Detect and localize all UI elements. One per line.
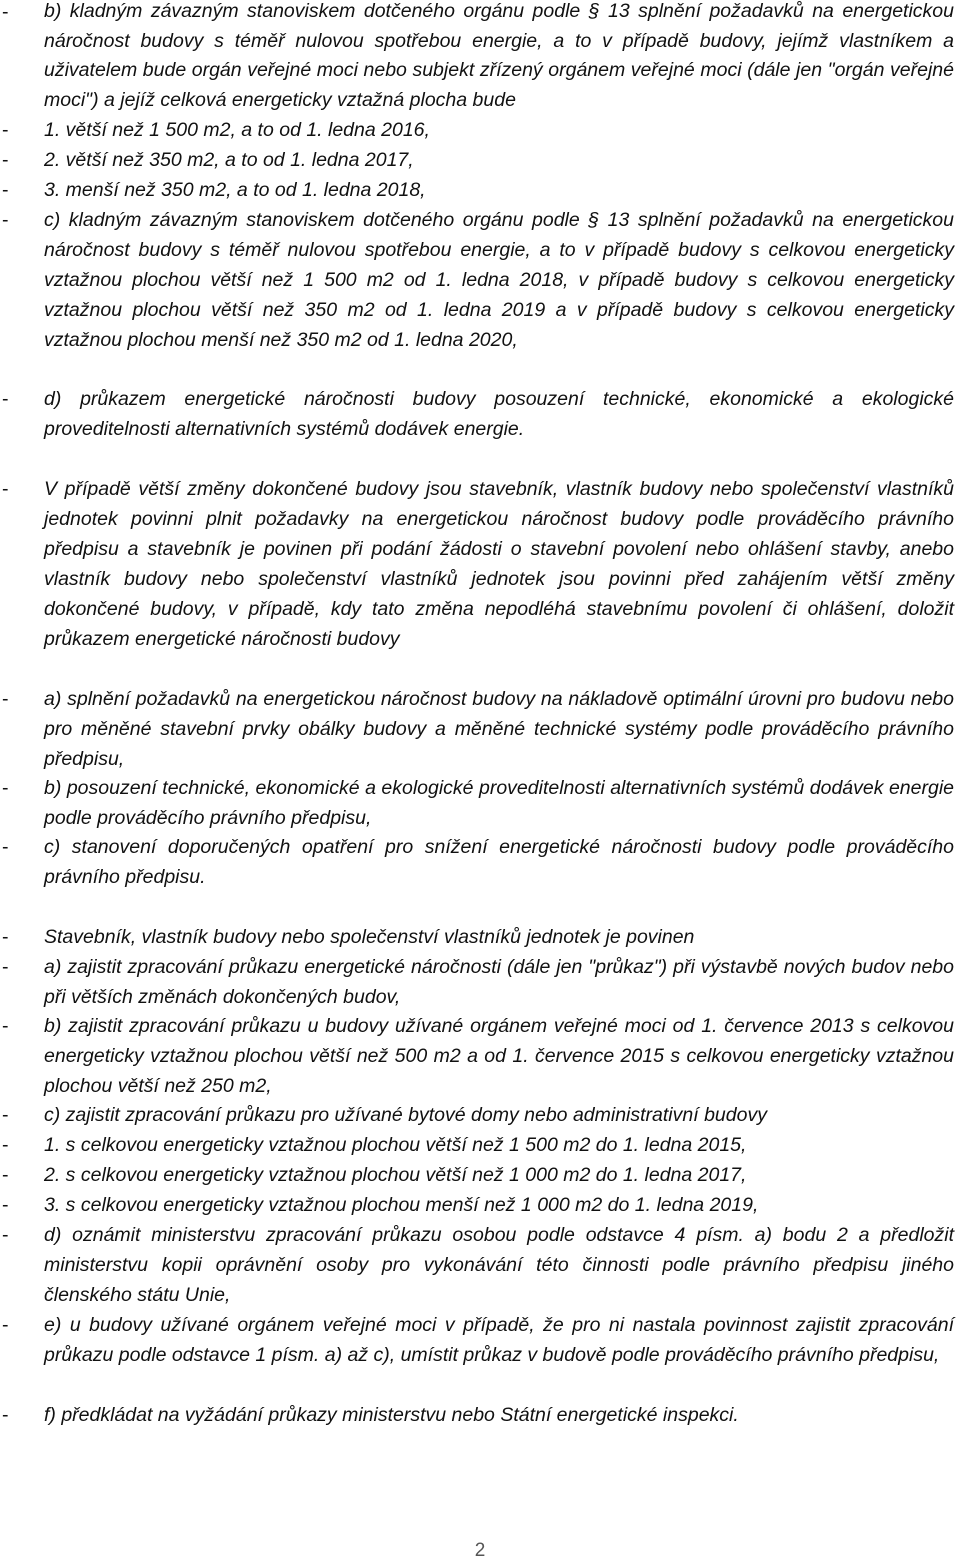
paragraph-text: b) zajistit zpracování průkazu u budovy užívané orgánem veřejné moci od 1. července 2013 s celkovou energeticky vztažnou plochou větší než 500 m2 a od 1. července 2015 s celkovou energeticky vztažnou plochou větší než 250 m2, xyxy=(44,1015,954,1097)
paragraph-text: c) zajistit zpracování průkazu pro užívané bytové domy nebo administrativní budovy xyxy=(44,1104,767,1126)
bullet-dash: - xyxy=(2,1314,9,1336)
list-item xyxy=(0,205,954,355)
bullet-dash: - xyxy=(2,956,9,978)
bullet-dash: - xyxy=(2,836,9,858)
bullet-dash: - xyxy=(2,1224,9,1246)
paragraph-text: c) stanovení doporučených opatření pro snížení energetické náročnosti budovy podle prováděcího právního předpisu. xyxy=(44,836,954,888)
list-item xyxy=(0,0,954,115)
bullet-dash: - xyxy=(2,179,9,201)
list-item xyxy=(0,1160,954,1190)
bullet-dash: - xyxy=(2,1194,9,1216)
list-item xyxy=(0,773,954,833)
bullet-dash: - xyxy=(2,1015,9,1037)
list-item xyxy=(0,1400,954,1430)
paragraph-text: b) kladným závazným stanoviskem dotčeného orgánu podle § 13 splnění požadavků na energetickou náročnost budovy s téměř nulovou spotřebou energie, a to v případě budovy, jejímž vlastníkem a uživatelem bude orgán veřejné moci nebo subjekt zřízený orgánem veřejné moci (dále jen "orgán veřejné moci") a jejíž celková energeticky vztažná plocha bude xyxy=(44,0,954,111)
bullet-dash: - xyxy=(2,1134,9,1156)
bullet-dash: - xyxy=(2,149,9,171)
list-item xyxy=(0,145,954,175)
paragraph-text: 1. větší než 1 500 m2, a to od 1. ledna 2016, xyxy=(44,119,430,141)
paragraph-text: 3. s celkovou energeticky vztažnou plochou menší než 1 000 m2 do 1. ledna 2019, xyxy=(44,1194,759,1216)
bullet-dash: - xyxy=(2,1104,9,1126)
paragraph-text: 2. s celkovou energeticky vztažnou plochou větší než 1 000 m2 do 1. ledna 2017, xyxy=(44,1164,747,1186)
bullet-dash: - xyxy=(2,478,9,500)
bullet-dash: - xyxy=(2,209,9,231)
paragraph-text: e) u budovy užívané orgánem veřejné moci v případě, že pro ni nastala povinnost zajistit zpracování průkazu podle odstavce 1 písm. a) až c), umístit průkaz v budově podle prováděcího právního předpisu, xyxy=(44,1314,954,1366)
bullet-dash: - xyxy=(2,388,9,410)
list-item xyxy=(0,384,954,444)
paragraph-text: 1. s celkovou energeticky vztažnou plochou větší než 1 500 m2 do 1. ledna 2015, xyxy=(44,1134,747,1156)
list-item xyxy=(0,952,954,1012)
bullet-dash: - xyxy=(2,1404,9,1426)
list-item xyxy=(0,1220,954,1310)
paragraph-text: V případě větší změny dokončené budovy jsou stavebník, vlastník budovy nebo společenství vlastníků jednotek povinni plnit požadavky na energetickou náročnost budovy podle prováděcího právního předpisu a stavebník je povinen při podání žádosti o stavební povolení nebo ohlášení stavby, anebo vlastník budovy nebo společenství vlastníků jednotek jsou povinni před zahájením větší změny dokončené budovy, v případě, kdy tato změna nepodléhá stavebnímu povolení či ohlášení, doložit průkazem energetické náročnosti budovy xyxy=(44,478,954,650)
paragraph-text: a) zajistit zpracování průkazu energetické náročnosti (dále jen "průkaz") při výstavbě nových budov nebo při větších změnách dokončených budov, xyxy=(44,956,954,1008)
paragraph-text: a) splnění požadavků na energetickou náročnost budovy na nákladově optimální úrovni pro budovu nebo pro měněné stavební prvky obálky budovy a měněné technické systémy podle prováděcího právního předpisu, xyxy=(44,688,954,770)
list-item xyxy=(0,1310,954,1370)
bullet-dash: - xyxy=(2,688,9,710)
bullet-dash: - xyxy=(2,777,9,799)
bullet-dash: - xyxy=(2,1164,9,1186)
paragraph-text: d) oznámit ministerstvu zpracování průkazu osobou podle odstavce 4 písm. a) bodu 2 a předložit ministerstvu kopii oprávnění osoby pro vykonávání této činnosti podle právního předpisu jiného členského státu Unie, xyxy=(44,1224,954,1306)
list-item xyxy=(0,922,954,952)
page-number: 2 xyxy=(474,1540,486,1561)
list-item xyxy=(0,1130,954,1160)
list-item xyxy=(0,175,954,205)
list-item xyxy=(0,115,954,145)
list-item xyxy=(0,832,954,892)
paragraph-text: b) posouzení technické, ekonomické a ekologické proveditelnosti alternativních systémů dodávek energie podle prováděcího právního předpisu, xyxy=(44,777,954,829)
list-item xyxy=(0,1100,954,1130)
paragraph-text: f) předkládat na vyžádání průkazy ministerstvu nebo Státní energetické inspekci. xyxy=(44,1404,739,1426)
list-item xyxy=(0,1190,954,1220)
list-item xyxy=(0,1011,954,1101)
bullet-dash: - xyxy=(2,926,9,948)
bullet-dash: - xyxy=(2,1,9,23)
list-item xyxy=(0,474,954,654)
paragraph-text: d) průkazem energetické náročnosti budovy posouzení technické, ekonomické a ekologické proveditelnosti alternativních systémů dodávek energie. xyxy=(44,388,954,440)
bullet-dash: - xyxy=(2,119,9,141)
paragraph-text: 3. menší než 350 m2, a to od 1. ledna 2018, xyxy=(44,179,426,201)
paragraph-text: 2. větší než 350 m2, a to od 1. ledna 2017, xyxy=(44,149,414,171)
paragraph-text: c) kladným závazným stanoviskem dotčeného orgánu podle § 13 splnění požadavků na energetickou náročnost budovy s téměř nulovou spotřebou energie, a to v případě budovy s celkovou energeticky vztažnou plochou větší než 1 500 m2 od 1. ledna 2018, v případě budovy s celkovou energeticky vztažnou plochou větší než 350 m2 od 1. ledna 2019 a v případě budovy s celkovou energeticky vztažnou plochou menší než 350 m2 od 1. ledna 2020, xyxy=(44,209,954,351)
paragraph-text: Stavebník, vlastník budovy nebo společenství vlastníků jednotek je povinen xyxy=(44,926,695,948)
list-item xyxy=(0,684,954,774)
